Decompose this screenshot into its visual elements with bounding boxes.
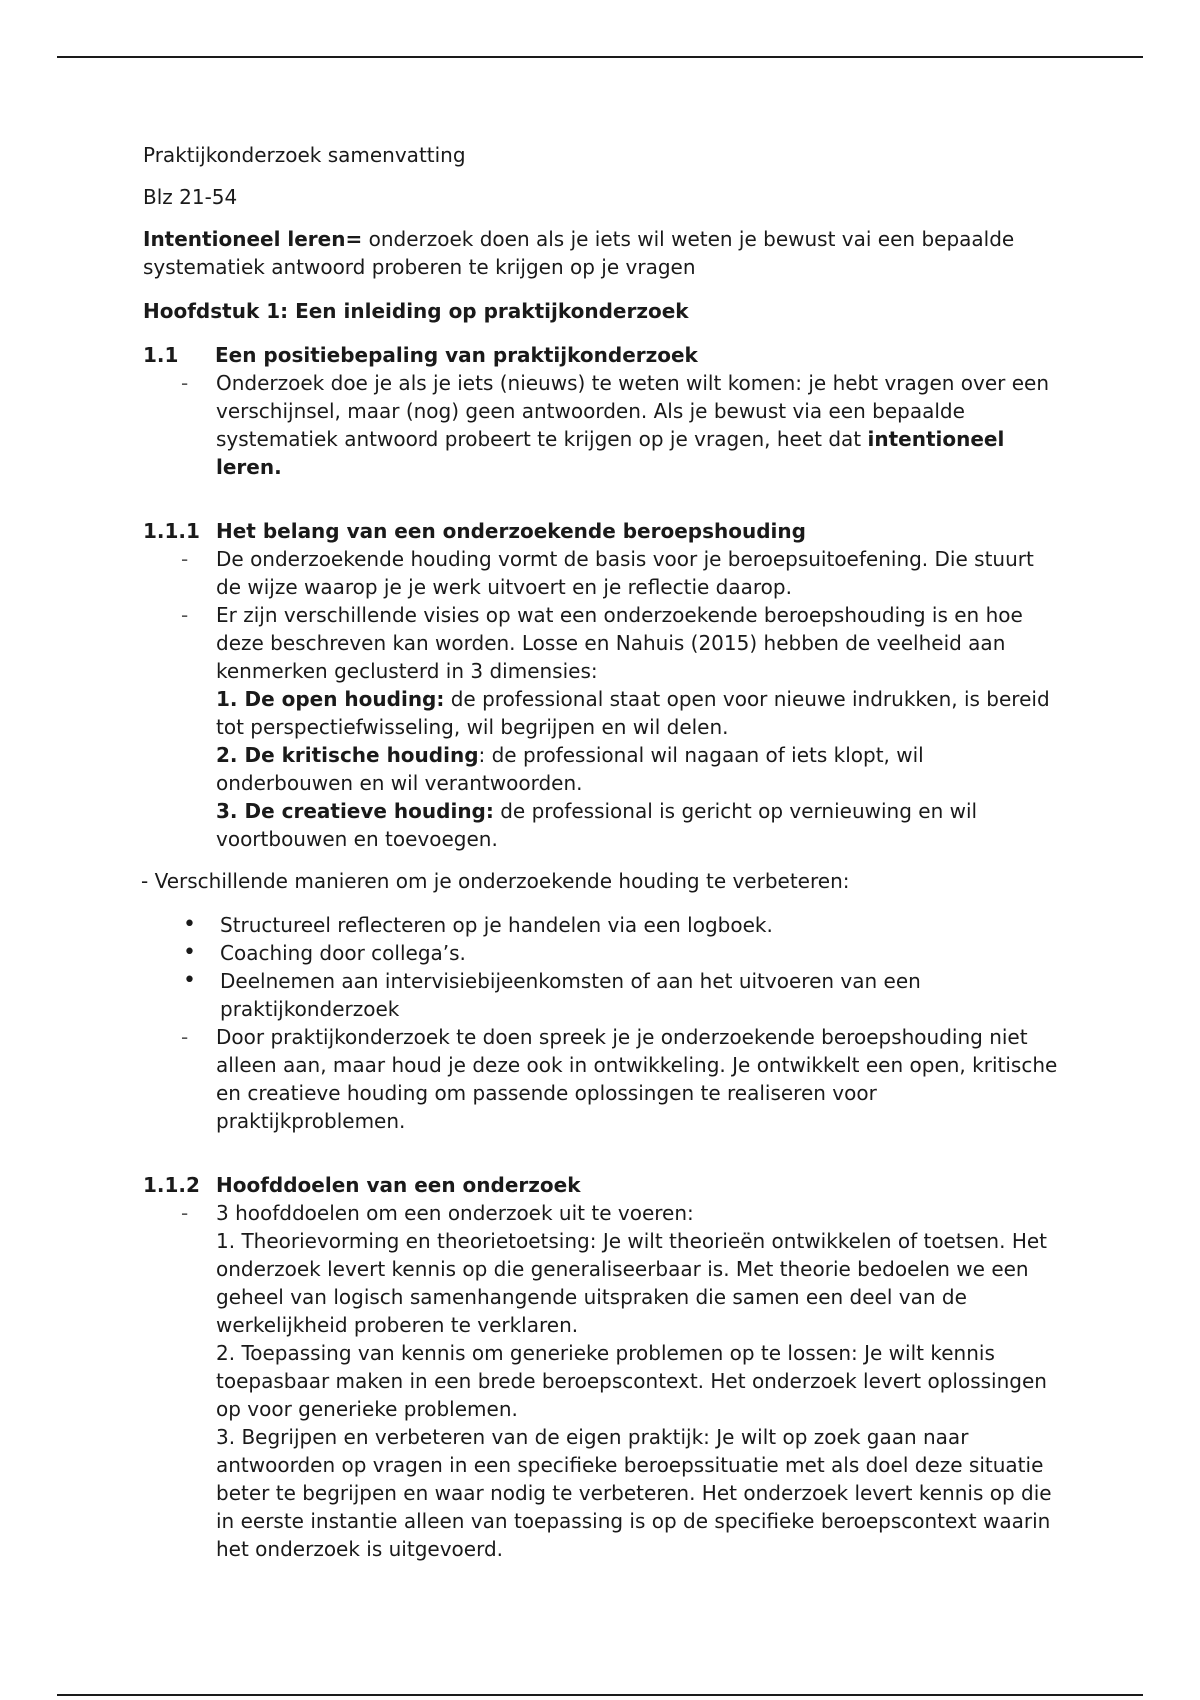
definition-text: onderzoek doen als je iets wil weten je bewust vai een bepaalde systematiek antwoord proberen te krijgen op je vragen [143,227,1015,279]
section-title: Het belang van een onderzoekende beroepshouding [216,519,806,543]
list-item-text: Onderzoek doe je als je iets (nieuws) te weten wilt komen: je hebt vragen over een verschijnsel, maar (nog) geen antwoorden. Als je bewust via een bepaalde systematiek antwoord probeert te krijgen op je vragen, heet dat [216,371,1050,451]
dimension-text: de professional staat open voor nieuwe indrukken, is bereid tot perspectiefwisseling, wil begrijpen en wil delen. [216,687,1050,739]
goal-item: 2. Toepassing van kennis om generieke problemen op te lossen: Je wilt kennis toepasbaar maken in een brede beroepscontext. Het onderzoek levert oplossingen op voor generieke problemen. [216,1341,1047,1421]
list-item [143,369,1063,481]
footer-rule [57,1694,1143,1696]
chapter-heading: Hoofdstuk 1: Een inleiding op praktijkonderzoek [143,299,689,323]
definition-term: Intentioneel leren= [143,227,363,251]
goal-item: 3. Begrijpen en verbeteren van de eigen praktijk: Je wilt op zoek gaan naar antwoorden op vragen in een specifieke beroepssituatie met als doel deze situatie beter te begrijpen en waar nodig te verbeteren. Het onderzoek levert kennis op die in eerste instantie alleen van toepassing is op de specifieke beroepscontext waarin het onderzoek is uitgevoerd. [216,1425,1052,1561]
page-range: Blz 21-54 [143,185,238,209]
dimension-kritisch [143,741,1063,797]
section-1-1-2-heading [143,1171,1063,1199]
list-item: - Er zijn verschillende visies op wat een onderzoekende beroepshouding is en hoe deze beschreven kan worden. Losse en Nahuis (2015) hebben de veelheid aan kenmerken geclusterd in 3 dimensies: [143,601,1063,685]
header-rule [57,56,1143,58]
document-page [143,141,1063,1563]
section-1-1-1-heading [143,517,1063,545]
list-item: - 3 hoofddoelen om een onderzoek uit te voeren: [143,1199,1063,1227]
dimension-label: 2. De kritische houding [216,743,479,767]
section-number: 1.1.2 [143,1173,200,1197]
dimension-creatief [143,797,1063,853]
dimension-text: : de professional wil nagaan of iets klopt, wil onderbouwen en wil verantwoorden. [216,743,924,795]
dimension-label: 1. De open houding: [216,687,445,711]
list-item: - Door praktijkonderzoek te doen spreek je je onderzoekende beroepshouding niet alleen aan, maar houd je deze ook in ontwikkeling. Je ontwikkelt een open, kritische en creatieve houding om passende oplossingen te realiseren voor praktijkproblemen. [143,1023,1063,1135]
section-number: 1.1.1 [143,519,200,543]
list-item: - De onderzoekende houding vormt de basis voor je beroepsuitoefening. Die stuurt de wijze waarop je je werk uitvoert en je reflectie daarop. [143,545,1063,601]
bullet-item: • Structureel reflecteren op je handelen via een logboek. [143,911,1063,939]
ways-intro: - Verschillende manieren om je onderzoekende houding te verbeteren: [141,869,850,893]
intentioneel-definition [143,225,1063,281]
list-item-emphasis: intentioneel leren. [216,427,1005,479]
section-1-1-heading [143,341,1063,369]
dimension-label: 3. De creatieve houding: [216,799,494,823]
bullet-item: • Coaching door collega’s. [143,939,1063,967]
section-number: 1.1 [143,343,179,367]
bullet-list [143,911,1063,1023]
document-title: Praktijkonderzoek samenvatting [143,143,466,167]
bullet-item: • Deelnemen aan intervisiebijeenkomsten of aan het uitvoeren van een praktijkonderzoek [143,967,1063,1023]
dimension-open [143,685,1063,741]
section-title: Een positiebepaling van praktijkonderzoek [215,343,698,367]
section-title: Hoofddoelen van een onderzoek [216,1173,581,1197]
dimension-text: de professional is gericht op vernieuwing en wil voortbouwen en toevoegen. [216,799,978,851]
goal-item: 1. Theorievorming en theorietoetsing: Je wilt theorieën ontwikkelen of toetsen. Het onderzoek levert kennis op die generaliseerbaar is. Met theorie bedoelen we een geheel van logisch samenhangende uitspraken die samen een deel van de werkelijkheid proberen te verklaren. [216,1229,1048,1337]
